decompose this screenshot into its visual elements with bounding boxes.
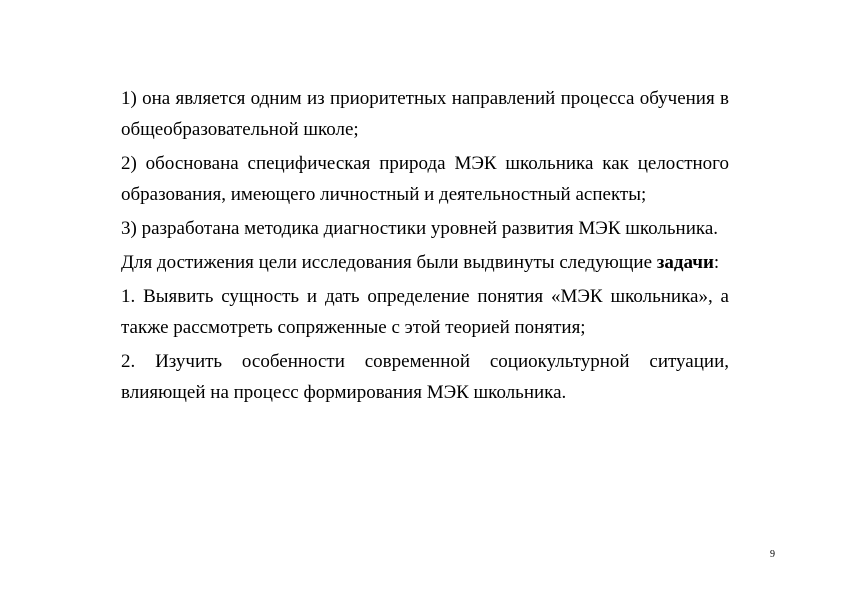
paragraph-3: 3) разработана методика диагностики уровней развития МЭК школьника. (121, 218, 719, 239)
tasks-intro-text: Для достижения цели исследования были выдвинуты следующие (121, 252, 657, 273)
paragraph-1: 1) она является одним из приоритетных направлений процесса обучения в общеобразовательной школе; (121, 88, 729, 140)
paragraph-task-1: 1. Выявить сущность и дать определение понятия «МЭК школьника», а также рассмотреть сопряженные с этой теорией понятия; (121, 286, 729, 338)
paragraph-task-2: 2. Изучить особенности современной социокультурной ситуации, влияющей на процесс формирования МЭК школьника. (121, 351, 729, 403)
page-number: 9 (770, 549, 775, 560)
paragraph-2: 2) обоснована специфическая природа МЭК школьника как целостного образования, имеющего личностный и деятельностный аспекты; (121, 153, 729, 205)
tasks-keyword: задачи (656, 252, 714, 273)
tasks-colon: : (713, 252, 720, 273)
body-text (121, 83, 729, 411)
paragraph-tasks-intro (121, 247, 729, 278)
